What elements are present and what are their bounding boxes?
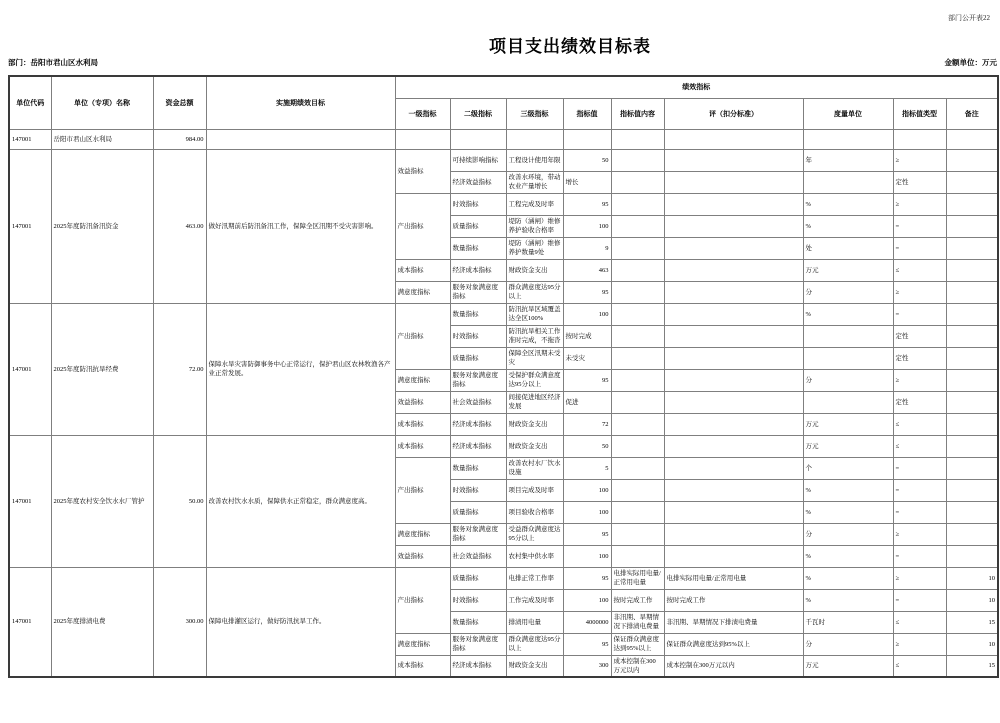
- remark-cell: 15: [946, 611, 998, 633]
- remark-cell: 15: [946, 655, 998, 677]
- scoring-standard-cell: [664, 325, 803, 347]
- col-header-total-amount: 资金总额: [153, 76, 206, 129]
- value-type-cell: =: [893, 303, 946, 325]
- level2-cell: 数量指标: [450, 611, 506, 633]
- measure-unit-cell: %: [803, 545, 893, 567]
- amount-cell: 463.00: [153, 149, 206, 303]
- unit-code-cell: 147001: [9, 129, 51, 149]
- scoring-standard-cell: [664, 369, 803, 391]
- remark-cell: 10: [946, 633, 998, 655]
- col-header-value: 指标值: [563, 98, 611, 129]
- amount-cell: 300.00: [153, 567, 206, 677]
- col-header-remark: 备注: [946, 98, 998, 129]
- value-type-cell: ≤: [893, 611, 946, 633]
- level1-cell: 产出指标: [395, 193, 450, 259]
- level2-cell: 数量指标: [450, 457, 506, 479]
- remark-cell: [946, 457, 998, 479]
- col-header-scoring-standard: 评（扣分标准）: [664, 98, 803, 129]
- value-cell: 95: [563, 523, 611, 545]
- remark-cell: [946, 193, 998, 215]
- target-cell: 保障水旱灾害防御事务中心正常运行，保护君山区农林牧渔各产业正常发展。: [206, 303, 395, 435]
- level3-cell: 受保护群众满意度达95分以上: [506, 369, 563, 391]
- scoring-standard-cell: [664, 545, 803, 567]
- unit-code-cell: 147001: [9, 303, 51, 435]
- measure-unit-cell: [803, 347, 893, 369]
- target-cell: 保障电排灌区运行，做好防汛抗旱工作。: [206, 567, 395, 677]
- remark-cell: [946, 369, 998, 391]
- level3-cell: 群众满意度达95分以上: [506, 281, 563, 303]
- remark-cell: [946, 545, 998, 567]
- measure-unit-cell: 千瓦时: [803, 611, 893, 633]
- col-header-value-type: 指标值类型: [893, 98, 946, 129]
- level1-cell: 满意度指标: [395, 633, 450, 655]
- value-type-cell: ≤: [893, 413, 946, 435]
- target-cell: [206, 129, 395, 149]
- level1-cell: 效益指标: [395, 545, 450, 567]
- value-content-cell: [611, 347, 664, 369]
- value-content-cell: [611, 391, 664, 413]
- scoring-standard-cell: [664, 281, 803, 303]
- measure-unit-cell: %: [803, 589, 893, 611]
- value-content-cell: 电排实际用电量/正常用电量: [611, 567, 664, 589]
- level2-cell: 时效指标: [450, 479, 506, 501]
- value-type-cell: ≥: [893, 567, 946, 589]
- level3-cell: 农村集中供水率: [506, 545, 563, 567]
- value-content-cell: [611, 435, 664, 457]
- level3-cell: 项目验收合格率: [506, 501, 563, 523]
- value-type-cell: ≥: [893, 369, 946, 391]
- remark-cell: [946, 501, 998, 523]
- unit-name-cell: 2025年度农村安全饮水水厂管护: [51, 435, 153, 567]
- level3-cell: 工作完成及时率: [506, 589, 563, 611]
- remark-cell: [946, 391, 998, 413]
- scoring-standard-cell: [664, 435, 803, 457]
- value-cell: 100: [563, 589, 611, 611]
- remark-cell: [946, 479, 998, 501]
- value-type-cell: =: [893, 215, 946, 237]
- amount-cell: 50.00: [153, 435, 206, 567]
- measure-unit-cell: [803, 171, 893, 193]
- col-header-level2: 二级指标: [450, 98, 506, 129]
- measure-unit-cell: 分: [803, 523, 893, 545]
- level2-cell: 数量指标: [450, 303, 506, 325]
- level1-cell: 成本指标: [395, 259, 450, 281]
- measure-unit-cell: [803, 129, 893, 149]
- level1-cell: 效益指标: [395, 391, 450, 413]
- unit-code-cell: 147001: [9, 149, 51, 303]
- value-content-cell: [611, 325, 664, 347]
- measure-unit-cell: 个: [803, 457, 893, 479]
- scoring-standard-cell: [664, 129, 803, 149]
- value-cell: 72: [563, 413, 611, 435]
- value-cell: 300: [563, 655, 611, 677]
- remark-cell: 10: [946, 589, 998, 611]
- value-content-cell: [611, 545, 664, 567]
- col-header-performance-group: 绩效指标: [395, 76, 998, 98]
- value-content-cell: [611, 457, 664, 479]
- value-type-cell: ≥: [893, 281, 946, 303]
- unit-code-cell: 147001: [9, 435, 51, 567]
- table-row: [9, 303, 998, 325]
- level1-cell: 满意度指标: [395, 523, 450, 545]
- level2-cell: 社会效益指标: [450, 545, 506, 567]
- scoring-standard-cell: [664, 391, 803, 413]
- level2-cell: 经济成本指标: [450, 259, 506, 281]
- scoring-standard-cell: [664, 501, 803, 523]
- value-cell: 未受灾: [563, 347, 611, 369]
- value-content-cell: 保证群众满意度达到95%以上: [611, 633, 664, 655]
- value-cell: 50: [563, 149, 611, 171]
- value-cell: 95: [563, 633, 611, 655]
- value-content-cell: [611, 215, 664, 237]
- value-content-cell: [611, 303, 664, 325]
- level1-cell: 满意度指标: [395, 281, 450, 303]
- level3-cell: 堤防（涵闸）维修养护数量9处: [506, 237, 563, 259]
- level2-cell: 社会效益指标: [450, 391, 506, 413]
- measure-unit-cell: 万元: [803, 413, 893, 435]
- level3-cell: 受益群众满意度达95分以上: [506, 523, 563, 545]
- measure-unit-cell: %: [803, 567, 893, 589]
- scoring-standard-cell: [664, 149, 803, 171]
- measure-unit-cell: %: [803, 479, 893, 501]
- level3-cell: 财政资金支出: [506, 259, 563, 281]
- remark-cell: [946, 325, 998, 347]
- scoring-standard-cell: 成本控制在300万元以内: [664, 655, 803, 677]
- level2-cell: 质量指标: [450, 567, 506, 589]
- level1-cell: 满意度指标: [395, 369, 450, 391]
- value-cell: 95: [563, 193, 611, 215]
- level3-cell: 保障全区汛期未受灾: [506, 347, 563, 369]
- value-cell: 按时完成: [563, 325, 611, 347]
- performance-target-table: [8, 75, 999, 678]
- level3-cell: 项目完成及时率: [506, 479, 563, 501]
- value-type-cell: =: [893, 545, 946, 567]
- measure-unit-cell: 万元: [803, 655, 893, 677]
- measure-unit-cell: 分: [803, 633, 893, 655]
- scoring-standard-cell: [664, 193, 803, 215]
- amount-unit-label: 金额单位：万元: [944, 58, 997, 67]
- value-cell: 100: [563, 303, 611, 325]
- remark-cell: 10: [946, 567, 998, 589]
- scoring-standard-cell: [664, 171, 803, 193]
- measure-unit-cell: %: [803, 303, 893, 325]
- value-cell: [563, 129, 611, 149]
- remark-cell: [946, 523, 998, 545]
- remark-cell: [946, 149, 998, 171]
- scoring-standard-cell: [664, 347, 803, 369]
- measure-unit-cell: 分: [803, 281, 893, 303]
- remark-cell: [946, 215, 998, 237]
- measure-unit-cell: 万元: [803, 435, 893, 457]
- measure-unit-cell: %: [803, 193, 893, 215]
- unit-code-cell: 147001: [9, 567, 51, 677]
- remark-cell: [946, 281, 998, 303]
- value-type-cell: [893, 129, 946, 149]
- level2-cell: 经济成本指标: [450, 655, 506, 677]
- value-type-cell: =: [893, 457, 946, 479]
- level3-cell: 群众满意度达95分以上: [506, 633, 563, 655]
- level2-cell: 服务对象满意度指标: [450, 523, 506, 545]
- value-content-cell: [611, 479, 664, 501]
- value-content-cell: [611, 413, 664, 435]
- level2-cell: 质量指标: [450, 215, 506, 237]
- value-content-cell: [611, 171, 664, 193]
- level2-cell: 时效指标: [450, 325, 506, 347]
- value-type-cell: ≤: [893, 435, 946, 457]
- value-content-cell: [611, 369, 664, 391]
- table-row: [9, 149, 998, 171]
- value-cell: 100: [563, 545, 611, 567]
- measure-unit-cell: 万元: [803, 259, 893, 281]
- level2-cell: 服务对象满意度指标: [450, 633, 506, 655]
- department-label: 部门：岳阳市君山区水利局: [8, 58, 98, 67]
- value-content-cell: [611, 193, 664, 215]
- level1-cell: 效益指标: [395, 149, 450, 193]
- value-type-cell: ≥: [893, 149, 946, 171]
- scoring-standard-cell: [664, 413, 803, 435]
- level2-cell: 质量指标: [450, 347, 506, 369]
- measure-unit-cell: %: [803, 215, 893, 237]
- unit-name-cell: 岳阳市君山区水利局: [51, 129, 153, 149]
- level3-cell: 排渍用电量: [506, 611, 563, 633]
- value-type-cell: 定性: [893, 391, 946, 413]
- table-header: [9, 76, 998, 129]
- level3-cell: 防汛抗旱区域覆盖达全区100%: [506, 303, 563, 325]
- level3-cell: 改善水环境，带动农业产量增长: [506, 171, 563, 193]
- scoring-standard-cell: 按时完成工作: [664, 589, 803, 611]
- value-cell: 100: [563, 479, 611, 501]
- level1-cell: [395, 129, 450, 149]
- remark-cell: [946, 347, 998, 369]
- level2-cell: 服务对象满意度指标: [450, 369, 506, 391]
- meta-row: [8, 57, 997, 68]
- level2-cell: 数量指标: [450, 237, 506, 259]
- value-content-cell: 非汛期、旱期情况下排渍电费量: [611, 611, 664, 633]
- value-type-cell: =: [893, 589, 946, 611]
- amount-cell: 984.00: [153, 129, 206, 149]
- measure-unit-cell: %: [803, 501, 893, 523]
- remark-cell: [946, 413, 998, 435]
- value-cell: 增长: [563, 171, 611, 193]
- level2-cell: 经济成本指标: [450, 435, 506, 457]
- level3-cell: 工程设计使用年限: [506, 149, 563, 171]
- doc-ref-label: 部门公开表22: [948, 14, 990, 22]
- target-cell: 改善农村饮水水质，保障供水正常稳定，群众满意度高。: [206, 435, 395, 567]
- table-row: [9, 435, 998, 457]
- remark-cell: [946, 435, 998, 457]
- value-cell: 5: [563, 457, 611, 479]
- level3-cell: 财政资金支出: [506, 413, 563, 435]
- level2-cell: 质量指标: [450, 501, 506, 523]
- page-title: 项目支出绩效目标表: [489, 37, 651, 56]
- col-header-period-target: 实施期绩效目标: [206, 76, 395, 129]
- scoring-standard-cell: [664, 303, 803, 325]
- remark-cell: [946, 237, 998, 259]
- level1-cell: 成本指标: [395, 435, 450, 457]
- level3-cell: 财政资金支出: [506, 655, 563, 677]
- level1-cell: 产出指标: [395, 457, 450, 523]
- value-cell: 95: [563, 567, 611, 589]
- value-cell: 100: [563, 501, 611, 523]
- level3-cell: 电排正常工作率: [506, 567, 563, 589]
- scoring-standard-cell: [664, 237, 803, 259]
- scoring-standard-cell: [664, 215, 803, 237]
- measure-unit-cell: 处: [803, 237, 893, 259]
- unit-name-cell: 2025年度防汛抗旱经费: [51, 303, 153, 435]
- measure-unit-cell: [803, 391, 893, 413]
- level2-cell: 可持续影响指标: [450, 149, 506, 171]
- scoring-standard-cell: [664, 523, 803, 545]
- value-cell: 4000000: [563, 611, 611, 633]
- table-body: [9, 129, 998, 677]
- measure-unit-cell: 年: [803, 149, 893, 171]
- level2-cell: 经济成本指标: [450, 413, 506, 435]
- scoring-standard-cell: [664, 457, 803, 479]
- value-content-cell: [611, 237, 664, 259]
- level3-cell: 工程完成及时率: [506, 193, 563, 215]
- value-cell: 9: [563, 237, 611, 259]
- level2-cell: [450, 129, 506, 149]
- col-header-level1: 一级指标: [395, 98, 450, 129]
- scoring-standard-cell: 电排实际用电量/正常用电量: [664, 567, 803, 589]
- remark-cell: [946, 171, 998, 193]
- value-cell: 95: [563, 281, 611, 303]
- value-type-cell: ≤: [893, 259, 946, 281]
- remark-cell: [946, 129, 998, 149]
- value-type-cell: ≥: [893, 193, 946, 215]
- unit-name-cell: 2025年度防汛备汛资金: [51, 149, 153, 303]
- table-row: [9, 129, 998, 149]
- level1-cell: 成本指标: [395, 655, 450, 677]
- level3-cell: 财政资金支出: [506, 435, 563, 457]
- level1-cell: 成本指标: [395, 413, 450, 435]
- unit-name-cell: 2025年度排渍电费: [51, 567, 153, 677]
- level3-cell: 防汛抗旱相关工作准时完成，不拖沓: [506, 325, 563, 347]
- value-cell: 促进: [563, 391, 611, 413]
- value-type-cell: ≤: [893, 655, 946, 677]
- value-cell: 100: [563, 215, 611, 237]
- value-type-cell: =: [893, 501, 946, 523]
- level3-cell: 堤防（涵闸）维修养护验收合格率: [506, 215, 563, 237]
- col-header-value-content: 指标值内容: [611, 98, 664, 129]
- value-type-cell: 定性: [893, 347, 946, 369]
- value-content-cell: 按时完成工作: [611, 589, 664, 611]
- measure-unit-cell: [803, 325, 893, 347]
- value-type-cell: ≥: [893, 633, 946, 655]
- value-content-cell: [611, 501, 664, 523]
- col-header-measure-unit: 度量单位: [803, 98, 893, 129]
- remark-cell: [946, 303, 998, 325]
- amount-cell: 72.00: [153, 303, 206, 435]
- measure-unit-cell: 分: [803, 369, 893, 391]
- level3-cell: 改善农村水厂饮水设施: [506, 457, 563, 479]
- target-cell: 做好汛期前后防汛备汛工作，保障全区汛期不受灾害影响。: [206, 149, 395, 303]
- value-content-cell: 成本控制在300万元以内: [611, 655, 664, 677]
- value-cell: 50: [563, 435, 611, 457]
- value-cell: 95: [563, 369, 611, 391]
- value-content-cell: [611, 149, 664, 171]
- level2-cell: 时效指标: [450, 193, 506, 215]
- scoring-standard-cell: 非汛期、旱期情况下排渍电费量: [664, 611, 803, 633]
- level1-cell: 产出指标: [395, 303, 450, 369]
- level1-cell: 产出指标: [395, 567, 450, 633]
- scoring-standard-cell: [664, 479, 803, 501]
- value-type-cell: ≥: [893, 523, 946, 545]
- value-content-cell: [611, 129, 664, 149]
- value-type-cell: =: [893, 237, 946, 259]
- value-type-cell: =: [893, 479, 946, 501]
- scoring-standard-cell: [664, 259, 803, 281]
- level2-cell: 经济效益指标: [450, 171, 506, 193]
- value-type-cell: 定性: [893, 171, 946, 193]
- level2-cell: 服务对象满意度指标: [450, 281, 506, 303]
- col-header-unit-code: 单位代码: [9, 76, 51, 129]
- level3-cell: 间接促进地区经济发展: [506, 391, 563, 413]
- value-content-cell: [611, 523, 664, 545]
- scoring-standard-cell: 保证群众满意度达到95%以上: [664, 633, 803, 655]
- value-content-cell: [611, 259, 664, 281]
- remark-cell: [946, 259, 998, 281]
- col-header-unit-name: 单位（专项）名称: [51, 76, 153, 129]
- value-cell: 463: [563, 259, 611, 281]
- value-content-cell: [611, 281, 664, 303]
- col-header-level3: 三级指标: [506, 98, 563, 129]
- level3-cell: [506, 129, 563, 149]
- level2-cell: 时效指标: [450, 589, 506, 611]
- value-type-cell: 定性: [893, 325, 946, 347]
- table-row: [9, 567, 998, 589]
